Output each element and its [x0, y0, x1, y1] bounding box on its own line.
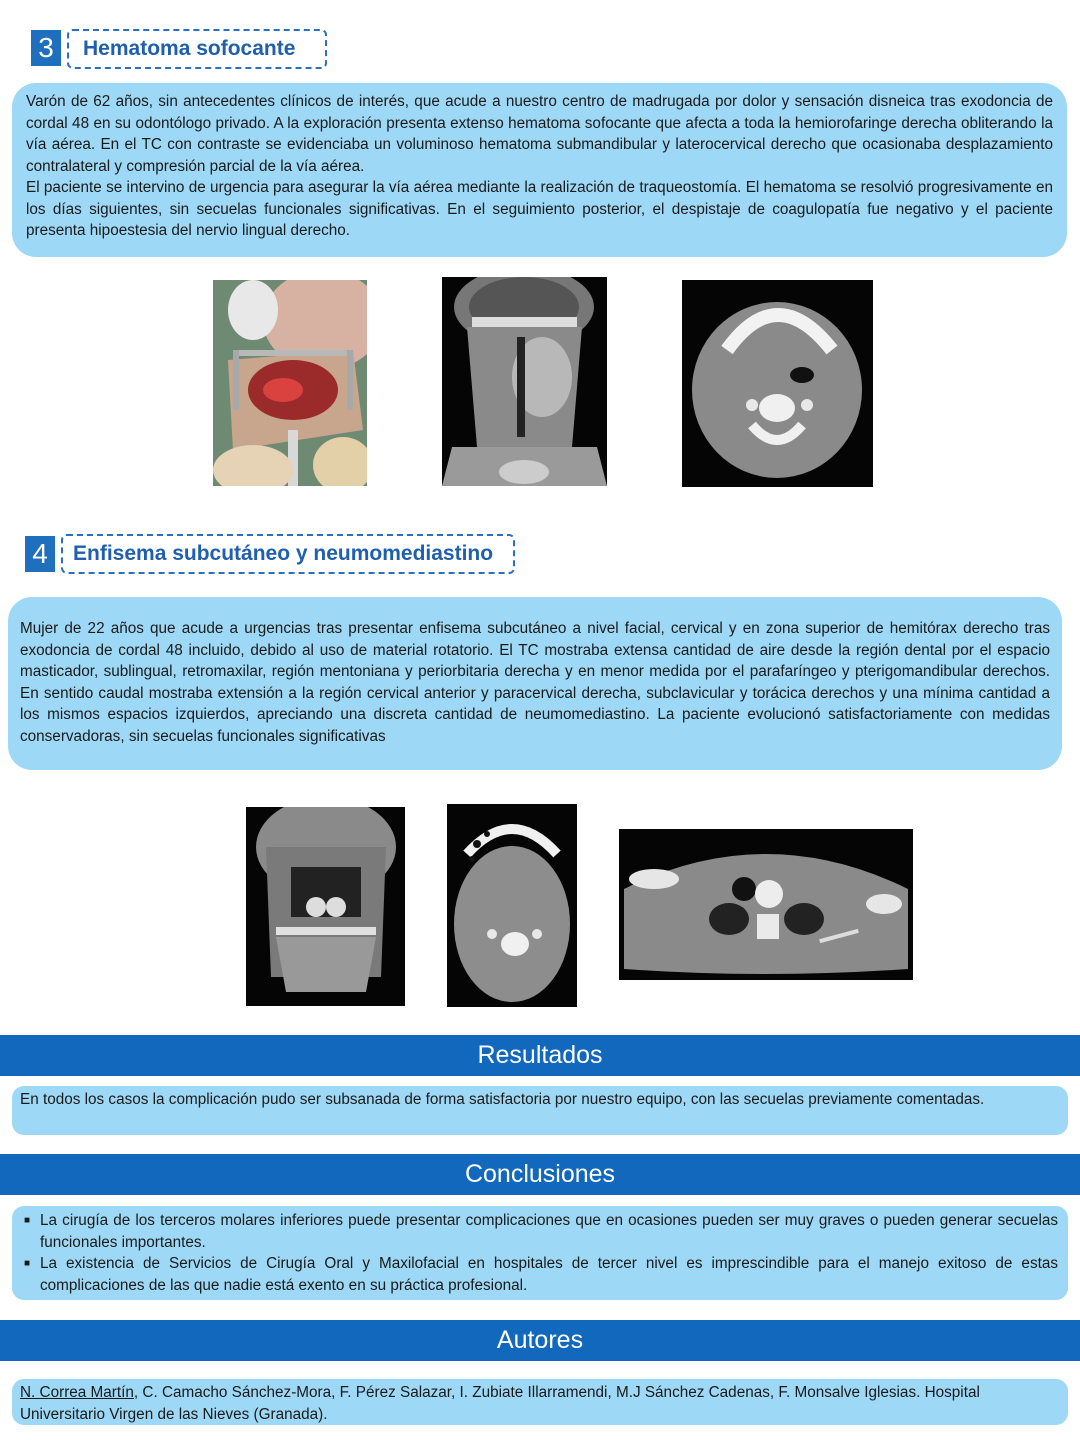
conclusion-item: ■ La existencia de Servicios de Cirugía Oral y Maxilofacial en hospitales de tercer nivel es imprescindible para el manejo exitoso de estas complicaciones de las que nadie está exento en su práctica profesional.	[24, 1255, 1058, 1294]
authors-list: , C. Camacho Sánchez-Mora, F. Pérez Salazar, I. Zubiate Illarramendi, M.J Sánchez Cadenas, F. Monsalve Iglesias. Hospital Universitario Virgen de las Nieves (Granada).	[20, 1384, 980, 1423]
authors-box	[12, 1379, 1068, 1425]
authors-heading: Autores	[0, 1320, 1080, 1361]
case-3-description	[12, 83, 1067, 257]
results-heading: Resultados	[0, 1035, 1080, 1076]
results-text: En todos los casos la complicación pudo ser subsanada de forma satisfactoria por nuestro equipo, con las secuelas previamente comentadas.	[20, 1091, 985, 1108]
section-4-number: 4	[25, 536, 55, 572]
ct-axial-thorax	[619, 829, 913, 980]
conclusion-item-text: La existencia de Servicios de Cirugía Oral y Maxilofacial en hospitales de tercer nivel es imprescindible para el manejo exitoso de estas complicaciones de las que nadie está exento en su práctica profesional.	[40, 1255, 1058, 1294]
ct-axial-emphysema	[447, 804, 577, 1007]
ct-axial-hematoma	[682, 280, 873, 487]
first-author: N. Correa Martín	[20, 1384, 134, 1401]
ct-coronal-hematoma	[442, 277, 607, 486]
ct-coronal-emphysema	[246, 807, 405, 1006]
intraoral-photo	[213, 280, 367, 486]
conclusion-item: ■ La cirugía de los terceros molares inferiores puede presentar complicaciones que en ocasiones pueden ser muy graves o pueden generar secuelas funcionales importantes.	[24, 1212, 1058, 1251]
case-3-paragraph-2: El paciente se intervino de urgencia para asegurar la vía aérea mediante la realización de traqueostomía. El hematoma se resolvió progresivamente en los días siguientes, sin secuelas funcionales significativas. En el seguimiento posterior, el despistaje de coagulopatía fue negativo y el paciente presenta hipoestesia del nervio lingual derecho.	[26, 179, 1053, 239]
conclusions-heading: Conclusiones	[0, 1154, 1080, 1195]
section-4-title: Enfisema subcutáneo y neumomediastino	[61, 534, 515, 574]
case-4-description	[8, 597, 1062, 770]
conclusions-list	[18, 1210, 1058, 1296]
section-3-number: 3	[31, 30, 61, 66]
conclusion-item-text: La cirugía de los terceros molares inferiores puede presentar complicaciones que en ocasiones pueden ser muy graves o pueden generar secuelas funcionales importantes.	[40, 1212, 1058, 1251]
section-3-title: Hematoma sofocante	[67, 29, 327, 69]
conclusions-box	[12, 1206, 1068, 1300]
case-4-paragraph: Mujer de 22 años que acude a urgencias tras presentar enfisema subcutáneo a nivel facial, cervical y en zona superior de hemitórax derecho tras exodoncia de cordal 48 incluido, debido al uso de material rotatorio. El TC mostraba extensa cantidad de aire desde la región dental por el espacio masticador, sublingual, retromaxilar, región mentoniana y periorbitaria derecha y en menor medida por el parafaríngeo y pterigomandibular derechos. En sentido caudal mostraba extensión a la región cervical anterior y paracervical derecha, subclavicular y torácica derechos y una mínima cantidad a los mismos espacios izquierdos, apreciando una discreta cantidad de neumomediastino. La paciente evolucionó satisfactoriamente con medidas conservadoras, sin secuelas funcionales significativas	[20, 620, 1050, 745]
case-3-paragraph-1: Varón de 62 años, sin antecedentes clínicos de interés, que acude a nuestro centro de madrugada por dolor y sensación disneica tras exodoncia de cordal 48 en su odontólogo privado. A la exploración presenta extenso hematoma sofocante que afecta a toda la hemiorofaringe derecha obliterando la vía aérea. En el TC con contraste se evidenciaba un voluminoso hematoma submandibular y laterocervical derecho que ocasionaba desplazamiento contralateral y compresión parcial de la vía aérea.	[26, 93, 1053, 175]
results-box	[12, 1086, 1068, 1135]
